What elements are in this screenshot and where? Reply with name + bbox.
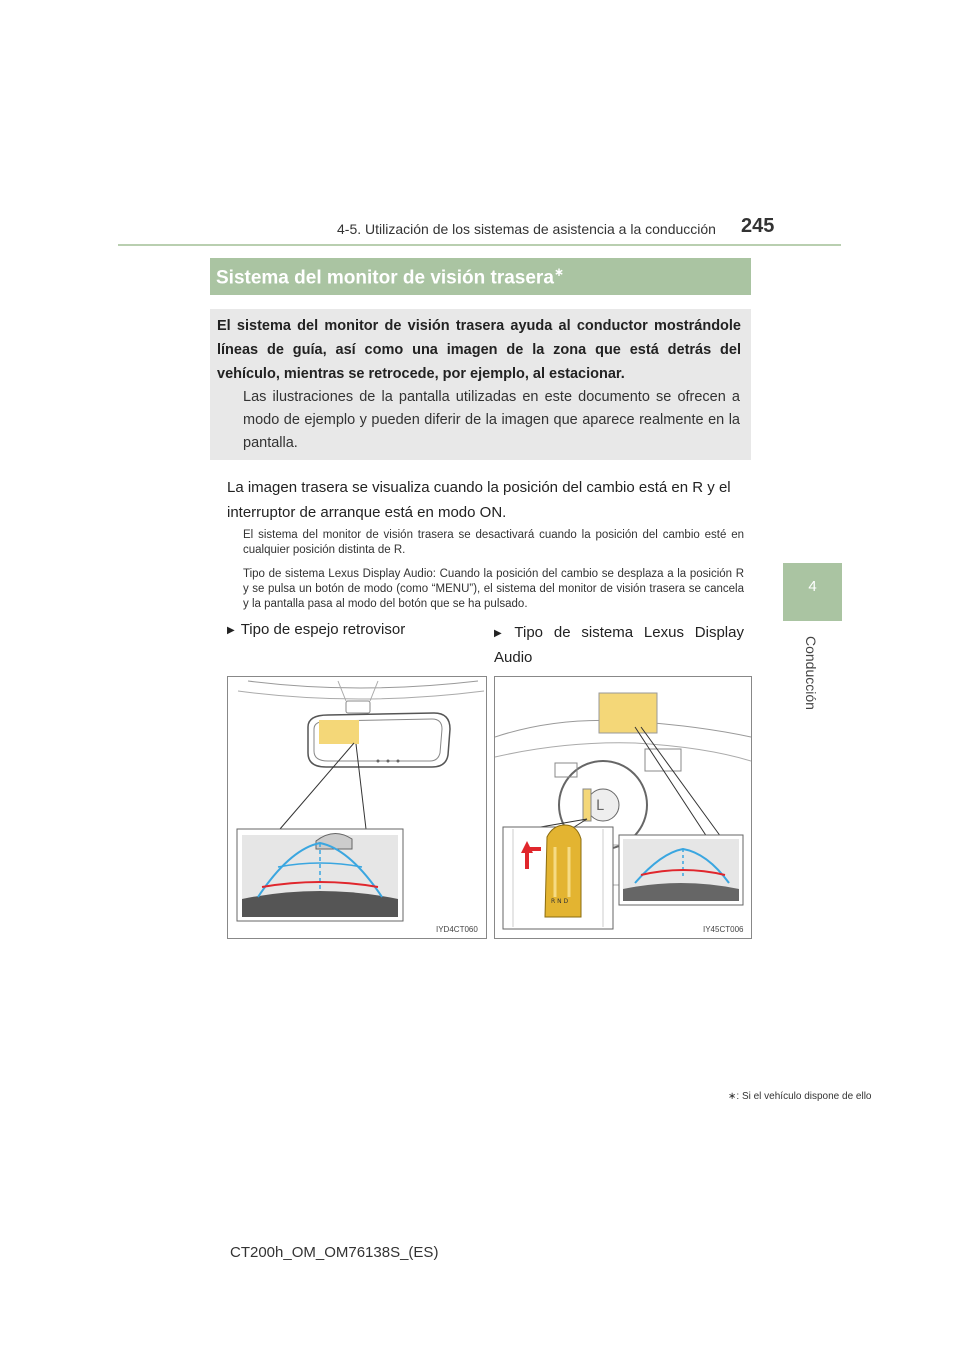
figure-code-left: IYD4CT060	[436, 925, 478, 934]
footnote-text: : Si el vehículo dispone de ello	[736, 1091, 872, 1102]
footnote-marker: ∗	[728, 1091, 737, 1102]
header-section-title: 4-5. Utilización de los sistemas de asistencia a la conducción	[337, 221, 716, 237]
rearview-mirror-illustration	[228, 677, 486, 938]
optional-marker: ∗	[553, 265, 564, 279]
caption-display-audio-type-text: Tipo de sistema Lexus Display Audio	[494, 624, 744, 666]
mirror-display-area	[319, 720, 359, 744]
display-screen	[599, 693, 657, 733]
triangle-bullet-icon: ▶	[227, 625, 235, 636]
section-title	[216, 265, 564, 289]
caption-mirror-type-text: Tipo de espejo retrovisor	[240, 621, 406, 638]
caption-display-audio-type	[494, 621, 744, 670]
note-paragraph-2: Tipo de sistema Lexus Display Audio: Cuando la posición del cambio se desplaza a la posición R y se pulsa un botón de modo (como “MENU”), el sistema del monitor de visión trasera se cancela y la pantalla pasa al modo del botón que se ha pulsado.	[243, 568, 744, 610]
footnote	[728, 1091, 871, 1102]
triangle-bullet-icon: ▶	[494, 628, 509, 639]
header-rule	[118, 244, 841, 246]
caption-mirror-type	[227, 621, 405, 638]
figure-rearview-mirror	[227, 676, 487, 939]
figure-display-audio	[494, 676, 752, 939]
page-number: 245	[741, 215, 775, 237]
chapter-label: Conducción	[803, 636, 819, 710]
intro-note: Las ilustraciones de la pantalla utilizadas en este documento se ofrecen a modo de ejemplo y pueden diferir de la imagen que aparece realmente en la pantalla.	[243, 389, 740, 451]
main-paragraph: La imagen trasera se visualiza cuando la posición del cambio está en R y el interruptor de arranque está en modo ON.	[227, 479, 731, 521]
svg-text:L: L	[596, 798, 604, 814]
shift-lever-small	[583, 789, 591, 821]
figure-code-right: IY45CT006	[703, 925, 744, 934]
note-paragraph-1: El sistema del monitor de visión trasera se desactivará cuando la posición del cambio esté en cualquier posición distinta de R.	[243, 529, 744, 556]
footer-document-code: CT200h_OM_OM76138S_(ES)	[230, 1244, 439, 1261]
chapter-tab-number: 4	[808, 578, 817, 595]
intro-summary: El sistema del monitor de visión trasera ayuda al conductor mostrándole líneas de guía, así como una imagen de la zona que está detrás del vehículo, mientras se retrocede, por ejemplo, al estacionar.	[217, 318, 741, 382]
svg-text:R N D: R N D	[551, 898, 569, 905]
section-title-text: Sistema del monitor de visión trasera	[216, 267, 554, 289]
display-audio-illustration	[495, 677, 751, 938]
